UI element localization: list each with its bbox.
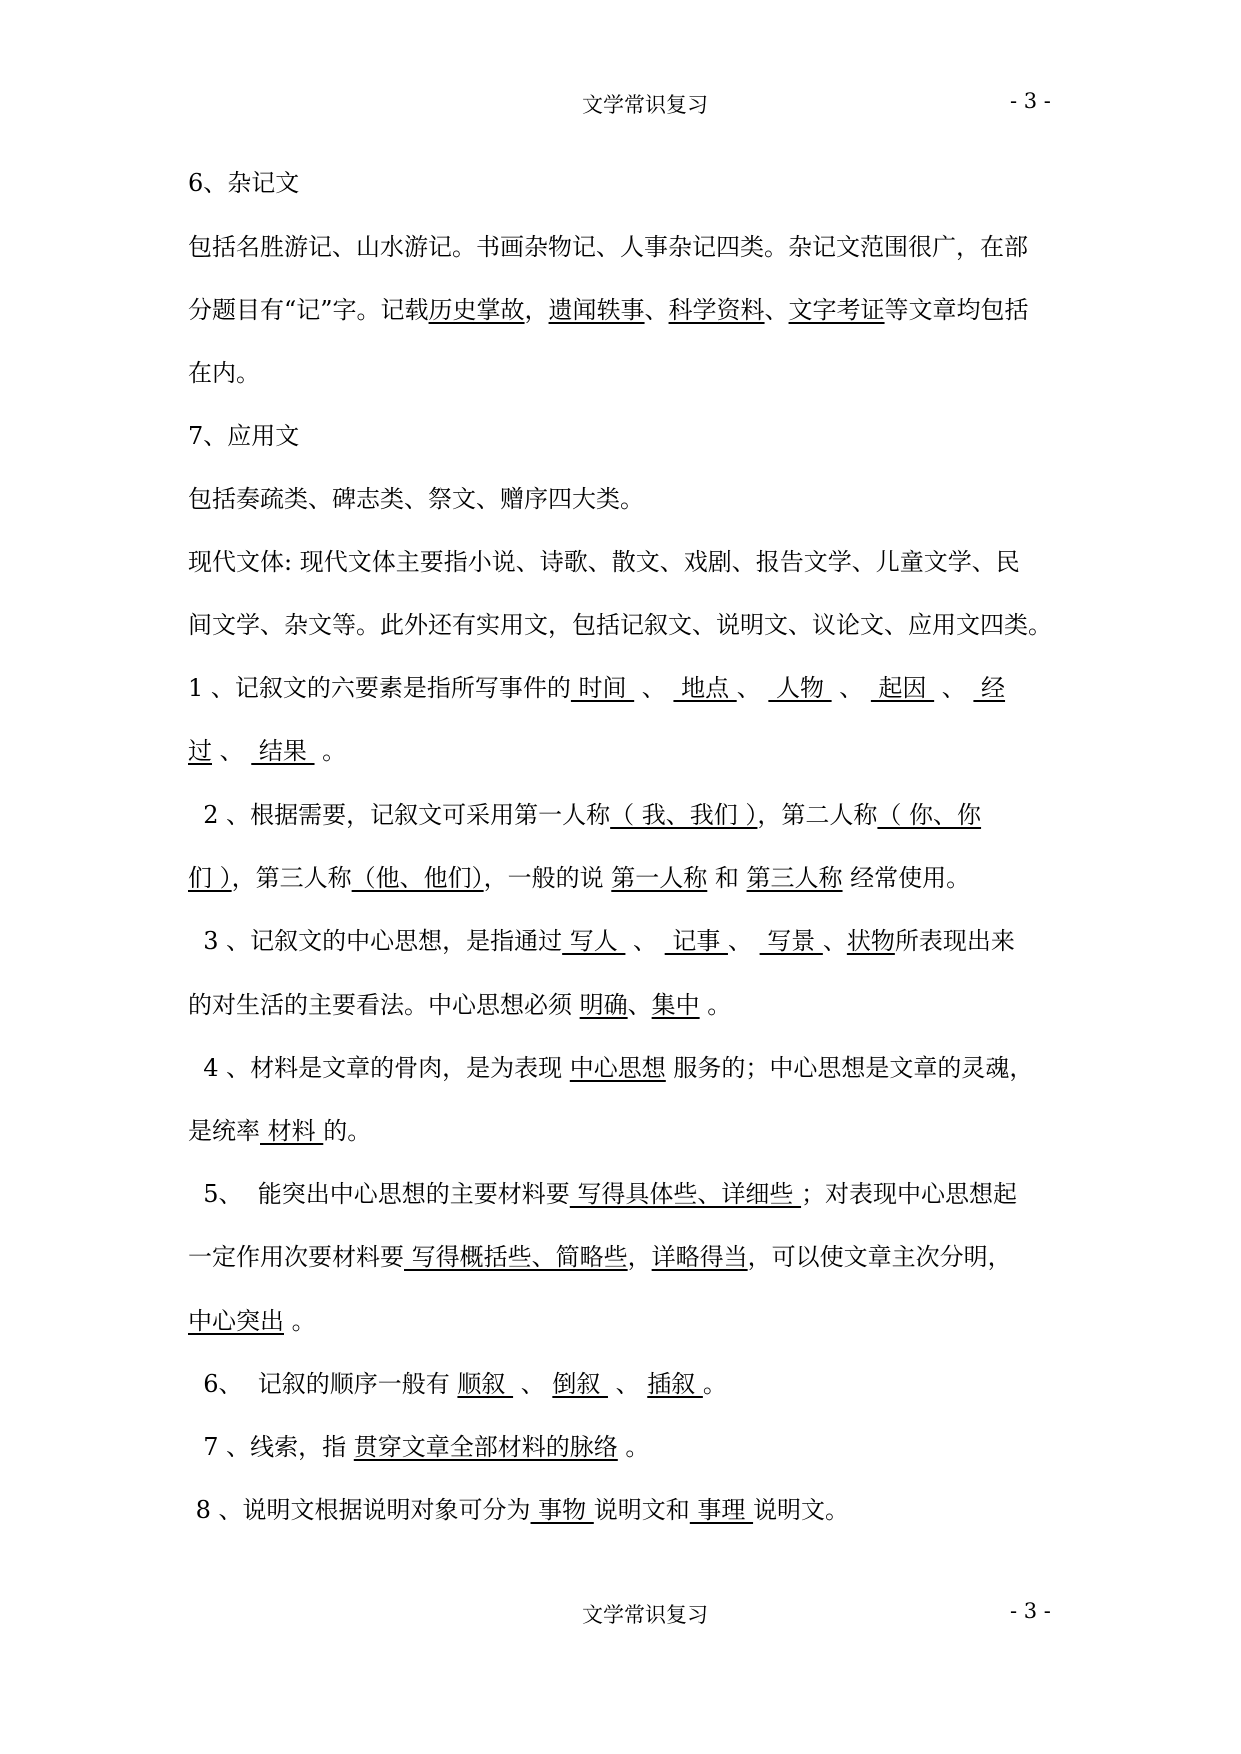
- underlined-answer: 事理: [689, 1496, 754, 1524]
- text-line: [188, 1053, 1033, 1083]
- underlined-answer: 结果: [251, 737, 315, 765]
- text-line: [188, 547, 1020, 577]
- text-span: 、: [934, 674, 974, 702]
- text-span: 1 、记叙文的六要素是指所写事件的: [188, 674, 571, 702]
- underlined-answer: 时间: [570, 674, 635, 702]
- underlined-answer: 明确: [579, 991, 628, 1019]
- text-span: 说明文和: [593, 1496, 690, 1524]
- text-span: 、: [727, 927, 760, 955]
- underlined-answer: 人物: [768, 674, 832, 702]
- text-span: ；对表现中心思想起: [801, 1180, 1018, 1208]
- underlined-answer: （ 我、我们 ）: [610, 801, 758, 829]
- underlined-answer: 过: [188, 737, 212, 765]
- text-span: 分题目有“记”字。记载: [188, 296, 429, 324]
- text-span: 所表现出来: [894, 927, 1015, 955]
- underlined-answer: 地点: [673, 674, 737, 702]
- text-span: ，: [524, 296, 549, 324]
- text-line: [188, 1432, 649, 1462]
- underlined-answer: 材料: [260, 1117, 324, 1145]
- text-line: [188, 990, 731, 1020]
- text-span: ，第二人称: [757, 801, 878, 829]
- footer-title: 文学常识复习: [582, 1603, 708, 1627]
- text-span: 服务的；中心思想是文章的灵魂，: [665, 1054, 1034, 1082]
- text-line: [188, 358, 260, 388]
- underlined-answer: 事物: [530, 1496, 594, 1524]
- text-line: [188, 1179, 1017, 1209]
- text-span: 。: [699, 991, 732, 1019]
- underlined-answer: 中心思想: [569, 1054, 666, 1082]
- text-span: ，: [627, 1243, 652, 1271]
- underlined-answer: 写得具体些、详细些: [569, 1180, 802, 1208]
- underlined-answer: 中心突出: [188, 1307, 284, 1335]
- underlined-answer: （他、他们）: [351, 864, 484, 892]
- text-span: 等文章均包括: [884, 296, 1029, 324]
- text-span: 6、 记叙的顺序一般有: [188, 1370, 458, 1398]
- text-span: ，一般的说: [483, 864, 612, 892]
- text-span: 7 、线索，指: [188, 1433, 354, 1461]
- text-span: 、: [625, 927, 665, 955]
- underlined-answer: 遗闻轶事: [548, 296, 645, 324]
- text-line: [188, 610, 1052, 640]
- text-span: ，可以使文章主次分明，: [747, 1243, 1012, 1271]
- underlined-answer: 状物: [846, 927, 895, 955]
- text-span: 5、 能突出中心思想的主要材料要: [188, 1180, 570, 1208]
- underlined-answer: 插叙: [647, 1370, 703, 1398]
- underlined-answer: 起因: [870, 674, 935, 702]
- text-line: [188, 295, 1029, 325]
- text-line: [188, 1495, 849, 1525]
- underlined-answer: 们 ）: [188, 864, 232, 892]
- text-line: [188, 168, 299, 198]
- underlined-answer: 第三人称: [746, 864, 843, 892]
- text-line: [188, 800, 981, 830]
- underlined-answer: 详略得当: [651, 1243, 748, 1271]
- text-span: 7、应用文: [188, 422, 300, 450]
- text-span: 和: [707, 864, 747, 892]
- text-span: 2 、根据需要，记叙文可采用第一人称: [188, 801, 611, 829]
- text-line: [188, 1369, 727, 1399]
- text-span: 的。: [323, 1117, 372, 1145]
- header-title: 文学常识复习: [582, 93, 708, 117]
- underlined-answer: 集中: [651, 991, 700, 1019]
- text-span: 6、杂记文: [188, 169, 300, 197]
- page-header: [0, 89, 1241, 119]
- text-span: 包括名胜游记、山水游记。书画杂物记、人事杂记四类。杂记文范围很广，在部: [188, 233, 1028, 261]
- text-span: 的对生活的主要看法。中心思想必须: [188, 991, 580, 1019]
- underlined-answer: 第一人称: [611, 864, 708, 892]
- text-span: 3 、记叙文的中心思想，是指通过: [188, 927, 563, 955]
- text-line: [188, 926, 1015, 956]
- text-line: [188, 1242, 1012, 1272]
- text-line: [188, 673, 1005, 703]
- text-span: 在内。: [188, 359, 260, 387]
- text-span: 。: [617, 1433, 650, 1461]
- text-span: 是统率: [188, 1117, 260, 1145]
- text-line: [188, 421, 299, 451]
- header-page-number: - 3 -: [1010, 89, 1051, 113]
- underlined-answer: 文字考证: [788, 296, 885, 324]
- underlined-answer: 倒叙: [552, 1370, 608, 1398]
- text-line: [188, 736, 346, 766]
- text-line: [188, 484, 644, 514]
- text-span: 、: [513, 1370, 553, 1398]
- page-footer: [0, 1599, 1241, 1629]
- text-span: 、: [822, 927, 847, 955]
- underlined-answer: 写人: [562, 927, 626, 955]
- underlined-answer: 历史掌故: [428, 296, 525, 324]
- text-span: 包括奏疏类、碑志类、祭文、赠序四大类。: [188, 485, 644, 513]
- text-span: 现代文体: 现代文体主要指小说、诗歌、散文、戏剧、报告文学、儿童文学、民: [188, 548, 1020, 576]
- text-span: 。: [702, 1370, 727, 1398]
- underlined-answer: 经: [973, 674, 1006, 702]
- text-span: 4 、材料是文章的骨肉，是为表现: [188, 1054, 570, 1082]
- text-span: 说明文。: [753, 1496, 850, 1524]
- text-span: 经常使用。: [842, 864, 971, 892]
- text-span: 、: [736, 674, 769, 702]
- underlined-answer: （ 你、你: [877, 801, 982, 829]
- text-span: 、: [212, 737, 252, 765]
- text-span: 、: [607, 1370, 648, 1398]
- text-line: [188, 863, 970, 893]
- text-span: 、: [644, 296, 669, 324]
- underlined-answer: 科学资料: [668, 296, 765, 324]
- text-line: [188, 232, 1028, 262]
- text-span: 一定作用次要材料要: [188, 1243, 404, 1271]
- underlined-answer: 写景: [759, 927, 823, 955]
- text-span: 。: [314, 737, 347, 765]
- underlined-answer: 贯穿文章全部材料的脉络: [353, 1433, 618, 1461]
- text-span: 。: [284, 1307, 316, 1335]
- text-span: ，第三人称: [231, 864, 352, 892]
- text-span: 、: [764, 296, 789, 324]
- text-span: 间文学、杂文等。此外还有实用文，包括记叙文、说明文、议论文、应用文四类。: [188, 611, 1052, 639]
- text-span: 8 、说明文根据说明对象可分为: [188, 1496, 531, 1524]
- text-line: [188, 1116, 371, 1146]
- text-line: [188, 1306, 316, 1336]
- underlined-answer: 记事: [664, 927, 728, 955]
- footer-page-number: - 3 -: [1010, 1599, 1051, 1623]
- text-span: 、: [831, 674, 871, 702]
- text-span: 、: [627, 991, 652, 1019]
- underlined-answer: 顺叙: [457, 1370, 514, 1398]
- text-span: 、: [634, 674, 674, 702]
- underlined-answer: 写得概括些、简略些: [404, 1243, 628, 1271]
